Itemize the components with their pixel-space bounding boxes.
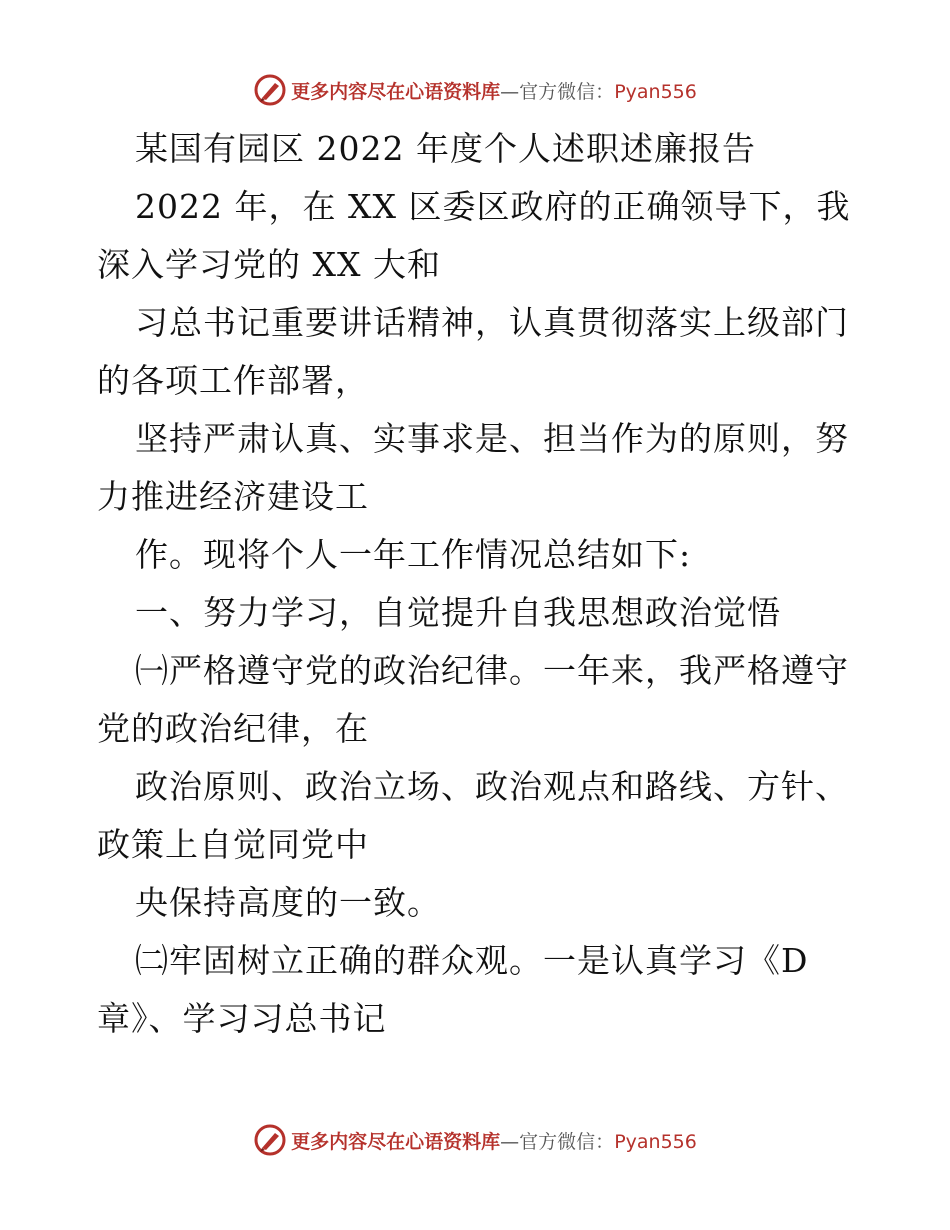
watermark-separator: —: [500, 80, 520, 103]
document-body: [97, 120, 857, 1048]
watermark-text: [291, 77, 697, 104]
text-line: 政治原则、政治立场、政治观点和路线、方针、: [135, 767, 849, 806]
watermark-separator: —: [500, 1130, 520, 1153]
text-line: 坚持严肃认真、实事求是、担当作为的原则，努: [135, 419, 849, 458]
text-line: ㈡牢固树立正确的群众观。一是认真学习《D: [135, 941, 809, 980]
watermark-wechat-label: 官方微信：: [519, 80, 615, 103]
text-line: 力推进经济建设工: [97, 477, 369, 516]
text-line: 习总书记重要讲话精神，认真贯彻落实上级部门: [135, 303, 849, 342]
text-line: 的各项工作部署，: [97, 361, 369, 400]
text-line: 党的政治纪律，在: [97, 709, 369, 748]
text-line: 2022 年，在 XX 区委区政府的正确领导下，我: [135, 187, 851, 226]
watermark-account: Pyan556: [614, 1130, 697, 1153]
watermark-wechat-label: 官方微信：: [519, 1130, 615, 1153]
text-line: 央保持高度的一致。: [135, 883, 441, 922]
text-line: 作。现将个人一年工作情况总结如下:: [135, 535, 692, 574]
text-line: 章》、学习习总书记: [97, 999, 387, 1038]
text-line: ㈠严格遵守党的政治纪律。一年来，我严格遵守: [135, 651, 849, 690]
pen-in-circle-logo-icon: [253, 73, 287, 107]
watermark-main-text: 更多内容尽在心语资料库: [291, 1130, 501, 1153]
watermark-main-text: 更多内容尽在心语资料库: [291, 80, 501, 103]
document-title: 某国有园区 2022 年度个人述职述廉报告: [135, 129, 756, 168]
watermark-text: [291, 1127, 697, 1154]
watermark-account: Pyan556: [614, 80, 697, 103]
footer-watermark: [0, 1120, 950, 1160]
pen-in-circle-logo-icon: [253, 1123, 287, 1157]
header-watermark: [0, 70, 950, 110]
text-line: 一、努力学习，自觉提升自我思想政治觉悟: [135, 593, 781, 632]
text-line: 政策上自觉同党中: [97, 825, 369, 864]
text-line: 深入学习党的 XX 大和: [97, 245, 441, 284]
